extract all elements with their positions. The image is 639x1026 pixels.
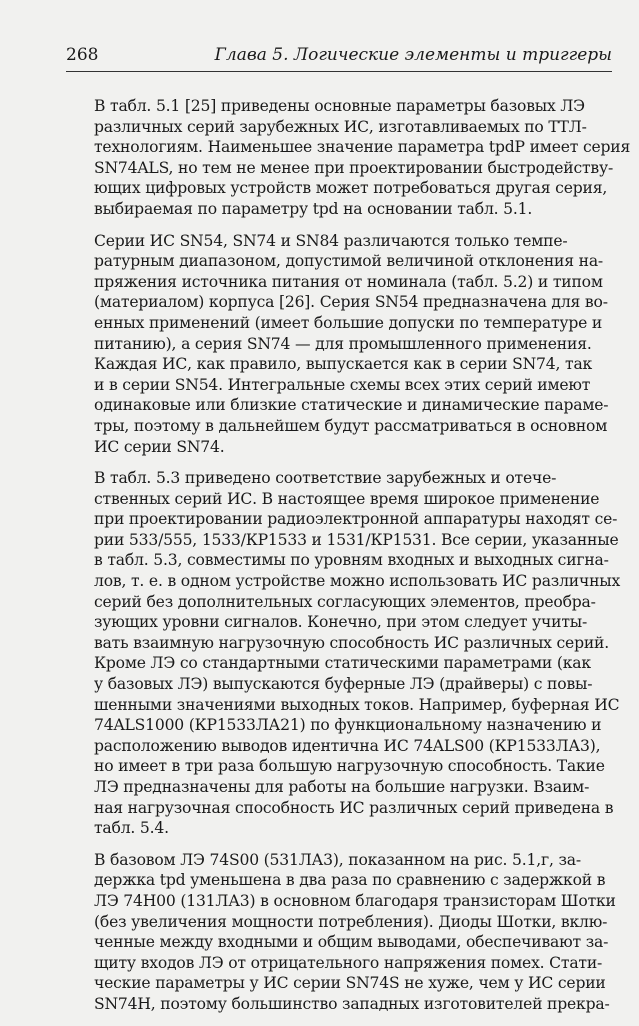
- header-rule: [66, 71, 612, 72]
- text-line: но имеет в три раза большую нагрузочную способность. Такие: [94, 757, 605, 776]
- text-line: различных серий зарубежных ИС, изготавливаемых по ТТЛ-: [94, 117, 587, 136]
- text-line: пряжения источника питания от номинала (табл. 5.2) и типом: [94, 272, 603, 291]
- paragraph-4: [66, 850, 616, 1015]
- text-line: питанию), а серия SN74 — для промышленного применения.: [94, 334, 592, 353]
- text-line: выбираемая по параметру tpd на основании табл. 5.1.: [94, 199, 533, 218]
- text-line: табл. 5.4.: [94, 819, 169, 838]
- text-line: Каждая ИС, как правило, выпускается как в серии SN74, так: [94, 355, 593, 374]
- text-line: в табл. 5.3, совместимы по уровням входных и выходных сигна-: [94, 551, 609, 570]
- running-head: [66, 44, 612, 66]
- paragraph-1: [66, 96, 631, 220]
- text-line: технологиям. Наименьшее значение параметра tpdP имеет серия: [94, 138, 631, 157]
- text-line: SN74ALS, но тем не менее при проектировании быстродейству-: [94, 158, 614, 177]
- text-line: вать взаимную нагрузочную способность ИС различных серий.: [94, 633, 610, 652]
- text-line: тры, поэтому в дальнейшем будут рассматриваться в основном: [94, 416, 608, 435]
- text-line: рии 533/555, 1533/КР1533 и 1531/КР1531. Все серии, указанные: [94, 530, 619, 549]
- text-line: ченные между входными и общим выводами, обеспечивают за-: [94, 933, 609, 952]
- text-line: держка tpd уменьшена в два раза по сравнению с задержкой в: [94, 871, 606, 890]
- text-line: и в серии SN54. Интегральные схемы всех этих серий имеют: [94, 375, 591, 394]
- text-line: ственных серий ИС. В настоящее время широкое применение: [94, 489, 600, 508]
- text-line: енных применений (имеет большие допуски по температуре и: [94, 313, 603, 332]
- text-line: Серии ИС SN54, SN74 и SN84 различаются только темпе-: [94, 231, 568, 250]
- text-line: серий без дополнительных согласующих элементов, преобра-: [94, 592, 596, 611]
- body-text: [66, 96, 631, 1026]
- text-line: 74ALS1000 (КР1533ЛА21) по функциональному назначению и: [94, 716, 602, 735]
- text-line: Кроме ЛЭ со стандартными статическими параметрами (как: [94, 654, 591, 673]
- text-line: ющих цифровых устройств может потребоваться другая серия,: [94, 179, 608, 198]
- text-line: ратурным диапазоном, допустимой величиной отклонения на-: [94, 252, 603, 271]
- text-line: зующих уровни сигналов. Конечно, при этом следует учиты-: [94, 613, 588, 632]
- text-line: ЛЭ предназначены для работы на большие нагрузки. Взаим-: [94, 778, 590, 796]
- text-line: В табл. 5.1 [25] приведены основные параметры базовых ЛЭ: [94, 97, 585, 115]
- chapter-title: Глава 5. Логические элементы и триггеры: [214, 45, 612, 65]
- text-line: SN74H, поэтому большинство западных изготовителей прекра-: [94, 994, 610, 1013]
- text-line: (материалом) корпуса [26]. Серия SN54 предназначена для во-: [94, 293, 608, 312]
- text-line: шенными значениями выходных токов. Например, буферная ИС: [94, 695, 620, 714]
- page-number: 268: [66, 45, 99, 65]
- text-line: (без увеличения мощности потребления). Диоды Шотки, вклю-: [94, 912, 608, 931]
- text-line: одинаковые или близкие статические и динамические параме-: [94, 396, 609, 415]
- text-line: В базовом ЛЭ 74S00 (531ЛА3), показанном на рис. 5.1,г, за-: [94, 850, 581, 869]
- text-line: при проектировании радиоэлектронной аппаратуры находят се-: [94, 510, 618, 529]
- text-line: ная нагрузочная способность ИС различных серий приведена в: [94, 798, 614, 817]
- text-line: у базовых ЛЭ) выпускаются буферные ЛЭ (драйверы) с повы-: [94, 675, 593, 694]
- text-line: ческие параметры у ИС серии SN74S не хуже, чем у ИС серии: [94, 974, 606, 993]
- text-line: В табл. 5.3 приведено соответствие зарубежных и отече-: [94, 469, 557, 488]
- text-line: щиту входов ЛЭ от отрицательного напряжения помех. Стати-: [94, 953, 603, 972]
- text-line: ИС серии SN74.: [94, 437, 225, 456]
- text-line: расположению выводов идентична ИС 74ALS00 (КР1533ЛА3),: [94, 736, 601, 755]
- text-line: лов, т. е. в одном устройстве можно использовать ИС различных: [94, 572, 621, 591]
- text-line: ЛЭ 74H00 (131ЛА3) в основном благодаря транзисторам Шотки: [94, 891, 616, 910]
- paragraph-2: [66, 231, 612, 458]
- paragraph-3: [66, 468, 621, 839]
